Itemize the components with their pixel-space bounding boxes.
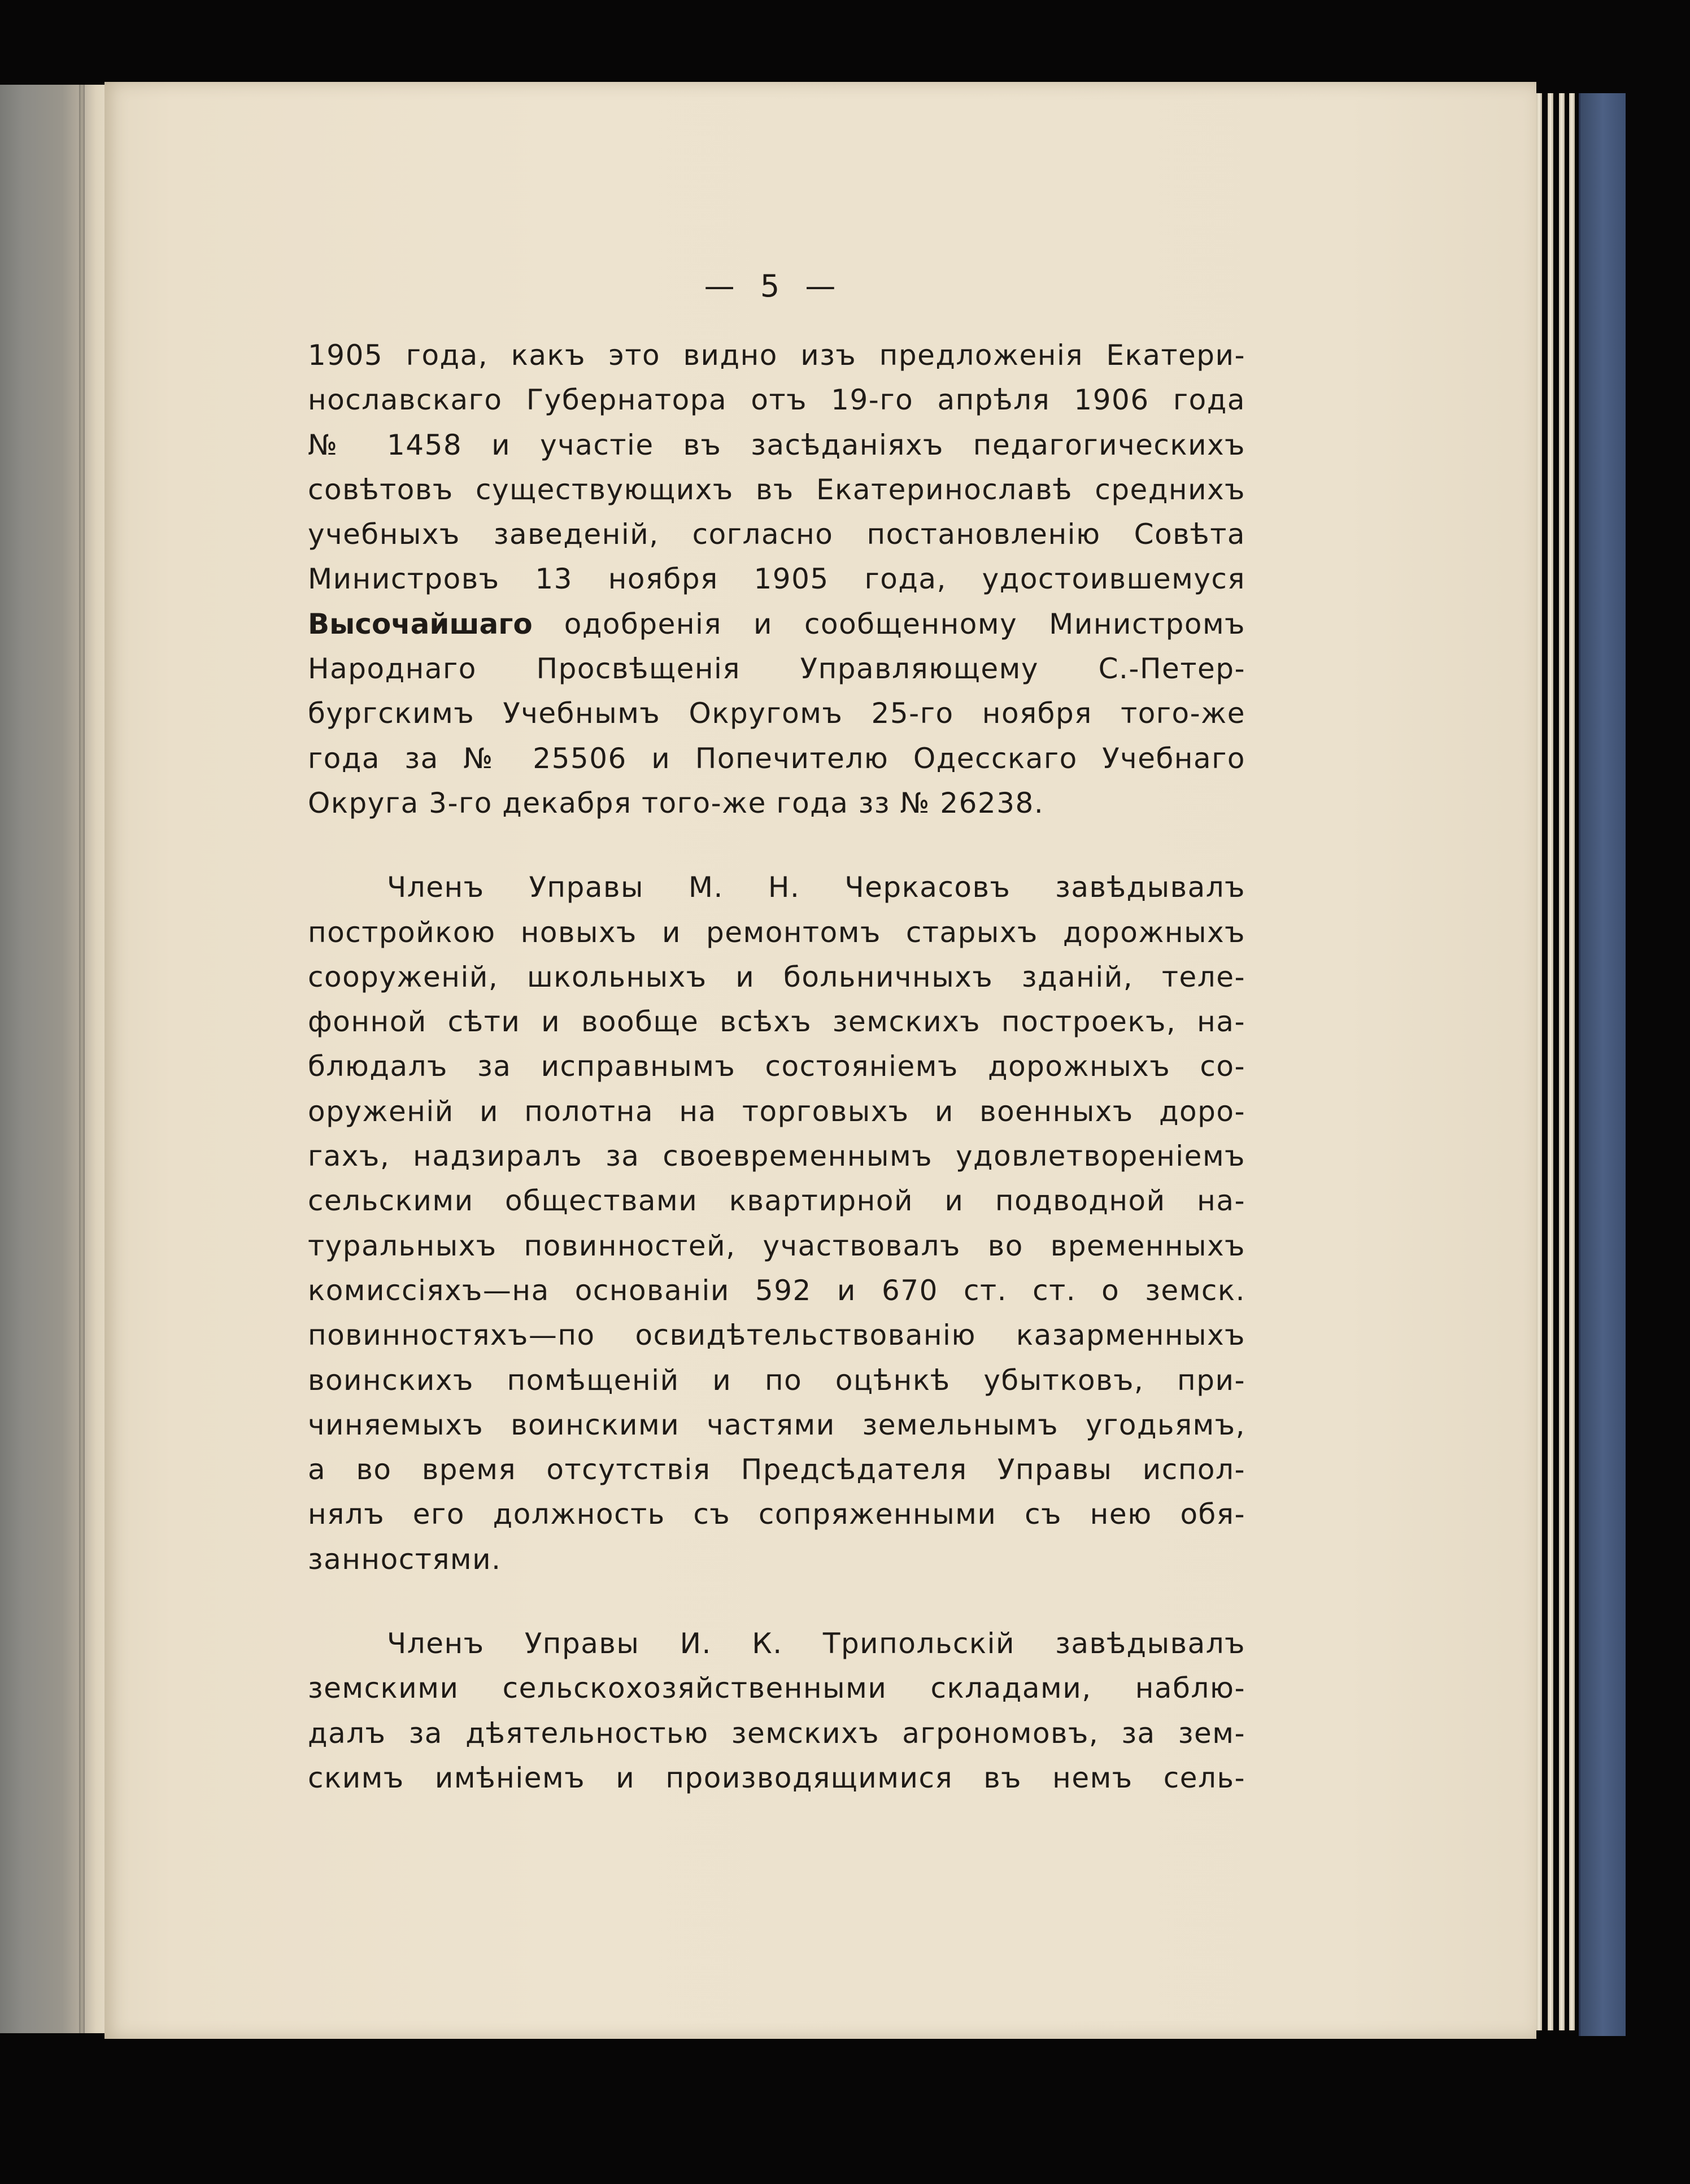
text-line: 1905 года, какъ это видно изъ предложенія Екатери-	[308, 339, 1245, 372]
text-line: Членъ Управы М. Н. Черкасовъ завѣдывалъ	[387, 871, 1245, 904]
text-line: нославскаго Губернатора отъ 19-го апрѣля 1906 года	[308, 383, 1245, 417]
text-line: занностями.	[308, 1542, 502, 1576]
page-text	[308, 333, 1245, 1801]
text-line: сооруженій, школьныхъ и больничныхъ зданій, теле-	[308, 960, 1245, 993]
text-line: земскими сельскохозяйственными складами, наблю-	[308, 1672, 1245, 1705]
paragraph-3	[308, 1621, 1245, 1801]
text-line: туральныхъ повинностей, участвовалъ во временныхъ	[308, 1229, 1245, 1262]
text-line: Министровъ 13 ноября 1905 года, удостоившемуся	[308, 563, 1245, 596]
text-line: сельскими обществами квартирной и подводной на-	[308, 1184, 1245, 1218]
text-line: воинскихъ помѣщеній и по оцѣнкѣ убытковъ, при-	[308, 1363, 1245, 1397]
page-stack-edge	[1559, 93, 1565, 2030]
text-line: комиссіяхъ—на основаніи 592 и 670 ст. ст. о земск.	[308, 1274, 1245, 1307]
text-line: гахъ, надзиралъ за своевременнымъ удовлетвореніемъ	[308, 1140, 1245, 1173]
book-spine	[79, 85, 85, 2033]
text-line: постройкою новыхъ и ремонтомъ старыхъ дорожныхъ	[308, 916, 1245, 949]
text-line: далъ за дѣятельностью земскихъ агрономовъ, за зем-	[308, 1716, 1245, 1750]
page-number: — 5 —	[704, 268, 844, 304]
text-line: Народнаго Просвѣщенія Управляющему С.-Петер-	[308, 652, 1245, 686]
left-page-edge	[0, 85, 106, 2033]
book-cover	[1579, 93, 1626, 2036]
page-stack-edge	[1569, 93, 1575, 2030]
text-line: фонной сѣти и вообще всѣхъ земскихъ построекъ, на-	[308, 1005, 1245, 1039]
text-line: учебныхъ заведеній, согласно постановленію Совѣта	[308, 518, 1245, 551]
text-line: а во время отсутствія Предсѣдателя Управы испол-	[308, 1453, 1245, 1486]
paragraph-2	[308, 865, 1245, 1582]
text-line-with-bold	[308, 602, 1245, 647]
text-line: совѣтовъ существующихъ въ Екатеринославѣ среднихъ	[308, 473, 1245, 506]
text-fragment: одобренія и сообщенному Министромъ	[532, 607, 1245, 640]
text-line: года за № 25506 и Попечителю Одесскаго Учебнаго	[308, 742, 1245, 775]
paragraph-1	[308, 333, 1245, 826]
paragraph-gap	[308, 1582, 1245, 1621]
text-line: бургскимъ Учебнымъ Округомъ 25-го ноября того-же	[308, 697, 1245, 730]
text-line: нялъ его должность съ сопряженными съ нею обя-	[308, 1498, 1245, 1531]
page-stack-edge	[1536, 93, 1542, 2030]
text-line: блюдалъ за исправнымъ состояніемъ дорожныхъ со-	[308, 1050, 1245, 1083]
paragraph-gap	[308, 826, 1245, 865]
text-line: № 1458 и участіе въ засѣданіяхъ педагогическихъ	[308, 428, 1245, 461]
text-line: скимъ имѣніемъ и производящимися въ немъ сель-	[308, 1761, 1245, 1794]
text-line: Членъ Управы И. К. Трипольскій завѣдывалъ	[387, 1627, 1245, 1660]
bold-word: Высочайшаго	[308, 607, 533, 640]
page-stack-edge	[1548, 93, 1553, 2030]
text-line: повинностяхъ—по освидѣтельствованію казарменныхъ	[308, 1319, 1245, 1352]
text-line: чиняемыхъ воинскими частями земельнымъ угодьямъ,	[308, 1408, 1245, 1441]
text-line: оруженій и полотна на торговыхъ и военныхъ доро-	[308, 1095, 1245, 1128]
text-line: Округа 3-го декабря того-же года зз № 26238.	[308, 786, 1044, 819]
